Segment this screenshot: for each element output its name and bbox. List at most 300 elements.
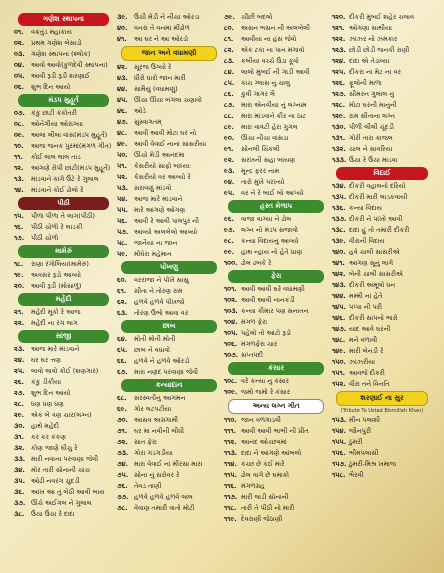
track-title: મંગળ ફેરા xyxy=(241,318,268,326)
track-row xyxy=(224,67,328,78)
track-title: આવી આવી ઘરે વધામણી xyxy=(241,285,305,293)
track-title: હાથે મહેંદી xyxy=(31,422,59,430)
track-row xyxy=(224,188,328,199)
track-row xyxy=(14,421,113,432)
track-row xyxy=(117,150,221,161)
section-header: મંડપ મુહૂર્ત xyxy=(18,94,109,107)
track-number: ૧૧૭. xyxy=(224,493,238,501)
track-number: ૧૪૩. xyxy=(332,281,347,289)
track-row xyxy=(224,295,328,306)
track-row xyxy=(332,335,432,346)
track-row xyxy=(224,470,328,481)
track-row xyxy=(117,84,221,95)
track-number: ૩૬. xyxy=(14,488,25,496)
track-number: ૧૧૧. xyxy=(224,427,237,435)
track-title: અવસર રૂડો આવ્યો xyxy=(31,271,82,279)
track-number: ૯૨. xyxy=(224,156,235,164)
track-number: ૭૯. xyxy=(224,13,235,21)
track-number: ૧૩૯. xyxy=(332,237,346,245)
track-row xyxy=(14,130,113,141)
track-number: ૧૩૮. xyxy=(332,226,346,234)
track-number: ૧૫૪. xyxy=(332,427,346,435)
track-number: ૧૧૫. xyxy=(224,471,238,479)
track-row xyxy=(332,236,432,247)
track-title: જાનૈયા ના જાન xyxy=(134,239,178,247)
track-row xyxy=(117,139,221,150)
track-row xyxy=(14,82,113,93)
track-number: ૧૨૨. xyxy=(332,35,346,43)
track-title: ગણેશ સ્થાપના (શ્લોક) xyxy=(31,50,91,58)
track-title: પહેલો તો આંટો રૂડો xyxy=(241,329,291,337)
track-row xyxy=(117,62,221,73)
track-number: ૧૪૦. xyxy=(332,248,346,256)
track-title: જાન વળગાડવી xyxy=(241,416,281,424)
section-header: સાંજી xyxy=(18,330,109,343)
section-header: ગણેશ સ્થાપના xyxy=(18,13,109,26)
track-number: ૮૨. xyxy=(224,46,234,54)
track-title: મોર તારી સોનાની ચાંચ xyxy=(31,466,90,474)
track-title: ગોરા ગડગડીયા xyxy=(134,449,173,457)
track-row xyxy=(14,49,113,60)
track-row xyxy=(14,108,113,119)
track-title: મારા માંડવાને કીર ના ઠાટ xyxy=(241,112,307,120)
track-number: ૮૦. xyxy=(224,24,234,32)
track-row xyxy=(224,155,328,166)
track-number: ૯૧. xyxy=(224,145,234,153)
track-row xyxy=(332,269,432,280)
track-row xyxy=(224,376,328,387)
track-title: ધીરો ધારો જાન મારી xyxy=(134,74,186,82)
track-number: ૧૧૯. xyxy=(224,515,237,523)
track-row xyxy=(117,334,221,345)
track-number: ૬૯. xyxy=(117,405,127,413)
track-title: ઢોલ ઢબકે રે xyxy=(241,259,272,267)
track-title: મંગળફેરા ચાર xyxy=(241,340,278,348)
track-row xyxy=(332,225,432,236)
track-number: ૦૬. xyxy=(14,83,25,91)
track-number: ૧૫. xyxy=(14,212,24,220)
track-row xyxy=(224,78,328,89)
track-title: મંગળગ્રહ xyxy=(241,482,265,490)
track-title: મારી નવાના પરવાણા જેવી xyxy=(31,455,99,463)
track-row xyxy=(332,459,432,470)
track-row xyxy=(117,249,221,260)
track-number: ૮૪. xyxy=(224,68,235,76)
track-number: ૭૪. xyxy=(117,460,129,468)
track-title: સરસ્વતીનું આગમન xyxy=(134,394,186,402)
track-number: ૧૩૬. xyxy=(332,204,346,212)
track-row xyxy=(117,95,221,106)
track-title: દાદા હું તો તમારી દીકરી xyxy=(349,226,410,234)
track-number: ૧૫૩. xyxy=(332,416,347,424)
track-number: ૨૦. xyxy=(14,282,25,290)
track-row xyxy=(224,166,328,177)
track-number: ૧૧૨. xyxy=(224,438,237,446)
section-header: મહેંદી xyxy=(18,293,109,306)
track-title: આંગણ સૂનું લાગે xyxy=(349,259,394,267)
section-header: મામેરું xyxy=(18,245,109,258)
track-number: ૨૬. xyxy=(14,378,24,386)
track-number: ૧૭. xyxy=(14,234,25,242)
track-row xyxy=(224,236,328,247)
track-row xyxy=(14,454,113,465)
section-header: પોંખણુ xyxy=(121,261,217,274)
track-title: કોઈ લાલ લાલ તાડ xyxy=(31,153,81,161)
track-number: ૬૫. xyxy=(117,346,128,354)
track-row xyxy=(332,122,432,133)
track-row xyxy=(332,437,432,448)
track-row xyxy=(332,56,432,67)
track-title: હળવે હળવે પોંખજો xyxy=(134,298,185,306)
track-title: અસન ભસન ની અલબેલી xyxy=(241,24,310,32)
track-title: મોતી મોતી મોતી xyxy=(134,335,176,343)
track-title: ઠુમરી xyxy=(349,438,363,446)
track-row xyxy=(14,71,113,82)
track-number: ૧૪૪. xyxy=(332,292,346,300)
track-number: ૧૦૪. xyxy=(224,318,238,326)
section-header: છાબ xyxy=(121,320,217,333)
track-title: બેની ચાલી સાસરીએ xyxy=(349,270,403,278)
track-title: આજ જનક પુરમાં(મંગળ ગીત) xyxy=(31,142,112,150)
track-row xyxy=(332,470,432,481)
track-number: ૧૪૭. xyxy=(332,325,347,333)
track-title: મારા વેવાઈ નાં મીરસા મારા xyxy=(134,460,203,468)
track-row xyxy=(224,448,328,459)
track-title: ઉંચા રે ઉંચા માંડવા xyxy=(349,156,398,164)
track-title: પપ્પા ની પરી xyxy=(349,303,383,311)
track-row xyxy=(332,203,432,214)
track-row xyxy=(332,67,432,78)
track-title: ઓગણા સાથીયા xyxy=(349,24,392,32)
track-title: તારો મુખે પરખ્યો xyxy=(241,178,285,186)
track-number: ૧૫૧. xyxy=(332,369,346,377)
track-number: ૪૫. xyxy=(117,96,128,104)
track-number: ૩૭. xyxy=(14,499,26,507)
track-number: ૧૫૭. xyxy=(332,460,347,468)
track-title: જૌનપુરી xyxy=(349,427,372,435)
track-title: વેવાણ તમારી વાતો મોટી xyxy=(134,504,195,512)
track-number: ૩૦. xyxy=(14,422,25,430)
track-row xyxy=(117,23,221,34)
track-number: ૩૫. xyxy=(14,477,26,485)
track-row xyxy=(332,368,432,379)
track-title: મહેંદી મૂકો રે આજ xyxy=(31,308,81,316)
track-row xyxy=(14,377,113,388)
track-title: દાદા ને આંગણે આંબલો xyxy=(241,449,302,457)
track-number: ૭૫. xyxy=(117,471,129,479)
track-number: ૧૩૧. xyxy=(332,134,346,142)
track-number: ૨૭. xyxy=(14,389,25,397)
track-number: ૭૬. xyxy=(117,482,128,490)
track-title: આવી આવી ભાભી ની પ્રીત xyxy=(241,427,309,435)
track-title: મમ્મી ના હેતે xyxy=(349,292,383,300)
track-title: કાચ ગ્લાસ નુ ચાલુ xyxy=(241,79,291,87)
track-title: ઓઢી નવરંગ ચુંદડી xyxy=(31,477,80,485)
track-title: શુભ દિન આયો xyxy=(31,83,71,91)
track-title: લાલો મુંબઈ ની ગાડી આવી xyxy=(241,68,310,76)
track-title: કંકુ ડીકીયા xyxy=(31,378,62,386)
track-row xyxy=(14,174,113,185)
track-row xyxy=(14,163,113,174)
track-row xyxy=(117,404,221,415)
track-number: ૬૮. xyxy=(117,394,127,402)
section-header: હસ્ત મેળાપ xyxy=(228,200,324,213)
track-title: પીળા પીળા તે લાગ(પીઠી) xyxy=(31,212,96,220)
track-row xyxy=(224,514,328,525)
track-row xyxy=(332,181,432,192)
track-row xyxy=(14,443,113,454)
track-number: ૦૩. xyxy=(14,50,25,58)
track-number: ૩૩. xyxy=(14,455,26,463)
track-row xyxy=(14,152,113,163)
track-number: ૧૦૧. xyxy=(224,285,237,293)
track-title: આવી રે આવી પાલપુર ની xyxy=(134,217,199,225)
track-title: સુસ્વાગતમ્ xyxy=(134,118,162,126)
track-number: ૪૮. xyxy=(117,129,128,137)
track-number: ૩૯. xyxy=(117,13,128,21)
track-row xyxy=(332,280,432,291)
track-number: ૬૨. xyxy=(117,298,127,306)
column-1 xyxy=(14,12,113,520)
track-row xyxy=(117,345,221,356)
track-number: ૦૧. xyxy=(14,28,24,36)
track-number: ૦૫. xyxy=(14,72,25,80)
track-title: તેવડ તાણી xyxy=(134,482,162,490)
track-number: ૫૨. xyxy=(117,173,128,181)
track-number: ૧૦૯. xyxy=(224,388,238,396)
track-row xyxy=(224,415,328,426)
track-number: ૧૫૨. xyxy=(332,380,346,388)
track-row xyxy=(117,459,221,470)
track-row xyxy=(224,12,328,23)
track-number: ૮૭. xyxy=(224,101,235,109)
track-row xyxy=(14,498,113,509)
track-row xyxy=(332,448,432,459)
track-number: ૧૧. xyxy=(14,153,23,161)
track-title: ઉંચી મેડી ને નીચા ઓરડા xyxy=(134,13,200,21)
track-number: ૧૪૮. xyxy=(332,336,346,344)
track-number: ૮૯. xyxy=(224,123,234,131)
track-row xyxy=(332,78,432,89)
track-number: ૧૨૦. xyxy=(332,13,346,21)
track-title: સોના નું સરોવર રે xyxy=(134,471,180,479)
track-number: ૧૬. xyxy=(14,223,24,231)
track-title: હળવે હળવે હળવે લાલ xyxy=(134,493,193,501)
track-number: ૫૭. xyxy=(117,228,129,236)
track-title: વનરા તે વનમાં મીંઢોળ xyxy=(134,24,190,32)
track-number: ૫૯. xyxy=(117,250,128,258)
track-row xyxy=(14,141,113,152)
track-title: વીરા તને વિનતિ xyxy=(349,380,390,388)
track-title: આનંદ ઓચ્છવમાં xyxy=(241,438,287,446)
track-title: મૂન્દ્ર ફરર નામ xyxy=(241,167,280,175)
track-title: કન્યા વિદાય xyxy=(349,204,382,212)
track-row xyxy=(117,172,221,183)
track-number: ૧૪૫. xyxy=(332,303,346,311)
track-title: તારી તે પીઠી નો મારી xyxy=(241,504,295,512)
track-number: ૧૫૦. xyxy=(332,358,346,366)
track-title: કચ્છ છે કઈ મારે xyxy=(241,460,285,468)
track-title: ઊંચે અઈગલ ને ગુલાલ xyxy=(31,499,92,507)
track-number: ૮૮. xyxy=(224,112,234,120)
track-row xyxy=(224,317,328,328)
track-title: દીકરા ના મેટ ના વર xyxy=(349,68,401,76)
track-number: ૫૬. xyxy=(117,217,128,225)
track-row xyxy=(117,470,221,481)
track-title: મારી બેનડી રે xyxy=(349,347,384,355)
track-number: ૧૦૩. xyxy=(224,307,238,315)
track-row xyxy=(117,117,221,128)
track-number: ૦૪. xyxy=(14,61,25,69)
track-number: ૬૦. xyxy=(117,276,128,284)
track-title: વીરાની વિદાય xyxy=(349,237,385,245)
track-row xyxy=(14,307,113,318)
track-number: ૨૩. xyxy=(14,345,25,353)
track-row xyxy=(117,356,221,367)
track-row xyxy=(117,426,221,437)
track-row xyxy=(14,222,113,233)
track-title: સરખની સહા બાયણ xyxy=(241,156,296,164)
column-3 xyxy=(224,12,328,525)
track-number: ૩૧. xyxy=(14,433,24,441)
track-number: ૧૧૪. xyxy=(224,460,237,468)
track-title: રામ સીતાના લગ્ન xyxy=(349,112,396,120)
track-number: ૩૨. xyxy=(14,444,25,452)
track-number: ૭૦. xyxy=(117,416,128,424)
column-2 xyxy=(117,12,221,514)
track-title: મારા નણંદ પરવાણા જેવી xyxy=(134,368,199,376)
track-row xyxy=(332,324,432,335)
track-row xyxy=(117,481,221,492)
track-title: કર કર કંકણ xyxy=(31,433,66,441)
track-row xyxy=(117,216,221,227)
track-row xyxy=(332,214,432,225)
track-row xyxy=(117,194,221,205)
track-title: ઘર ઘર ત્તણ xyxy=(31,356,61,364)
track-number: ૧૨૩. xyxy=(332,46,346,54)
section-header: જાન અને વધામણી xyxy=(121,46,217,61)
track-row xyxy=(224,492,328,503)
track-title: ઘર મા નવીની લીધી xyxy=(134,427,184,435)
track-number: ૫૩. xyxy=(117,184,129,192)
track-number: ૧૫૮. xyxy=(332,471,346,479)
track-number: ૧૪૯. xyxy=(332,347,346,355)
track-number: ૧૦૫. xyxy=(224,329,238,337)
track-row xyxy=(332,247,432,258)
track-row xyxy=(224,503,328,514)
track-title: ગોર લટપટીયા xyxy=(134,405,172,413)
track-title: પીઠી ચોળો xyxy=(31,234,59,242)
track-number: ૦૮. xyxy=(14,120,24,128)
track-title: સૂરજ ઉગ્યો રે xyxy=(134,63,172,71)
track-title: મારે આંગણે ઓગણ xyxy=(134,206,186,214)
track-title: સીતા ને તોરણ રામ xyxy=(134,287,183,295)
track-row xyxy=(117,297,221,308)
track-number: ૧૩. xyxy=(14,175,24,183)
track-number: ૧૫૬. xyxy=(332,449,346,457)
track-title: આવો આવો(કુળદેવી સ્થાપના) xyxy=(31,61,108,69)
track-number: ૧૪૨. xyxy=(332,270,346,278)
track-row xyxy=(224,328,328,339)
section-header: કન્યાદાન xyxy=(121,379,217,392)
track-title: ભીમપલાસી xyxy=(349,449,379,457)
track-row xyxy=(224,56,328,67)
track-number: ૯૮. xyxy=(224,237,234,245)
track-row xyxy=(117,227,221,238)
track-number: ૬૪. xyxy=(117,335,128,343)
track-title: ફૂલોની માળા xyxy=(349,79,382,87)
track-number: ૧૦૮. xyxy=(224,377,238,385)
track-title: મોંઘેરા મહેમાન xyxy=(134,250,172,258)
track-title: આવી આવી મોટા ઘર નો xyxy=(134,129,197,137)
track-title: આસવ અગ્રગામી xyxy=(134,416,179,424)
track-number: ૩૪. xyxy=(14,466,25,474)
track-number: ૩૮. xyxy=(14,510,25,518)
track-row xyxy=(224,306,328,317)
track-title: તોરણ ઉભો આવા વર xyxy=(134,309,189,317)
track-title: માંડવાને કોઈ ઢોલો રે xyxy=(31,186,84,194)
track-row xyxy=(14,487,113,498)
track-title: સાત ફેરા xyxy=(134,438,157,446)
track-row xyxy=(117,34,221,45)
section-header: વિદાઈ xyxy=(336,167,428,180)
track-row xyxy=(332,379,432,390)
section-header: શરણાઈ ના સુર xyxy=(336,391,428,406)
track-title: દીકરી મુંબઈ શહેર ચલાવ xyxy=(349,13,415,21)
track-number: ૦૨. xyxy=(14,39,25,47)
track-title: મીન પલાશી xyxy=(349,416,380,424)
track-row xyxy=(224,45,328,56)
track-number: ૪૨. xyxy=(117,63,128,71)
track-row xyxy=(14,259,113,270)
track-row xyxy=(117,128,221,139)
track-row xyxy=(14,476,113,487)
track-number: ૧૪. xyxy=(14,186,24,194)
track-number: ૯૪. xyxy=(224,178,235,186)
track-row xyxy=(332,291,432,302)
track-title: હવે ચાલી સાસરીએ xyxy=(349,248,400,256)
track-title: વર ને રે બાઈ બો આપ્યો xyxy=(241,189,304,197)
track-row xyxy=(224,133,328,144)
track-row xyxy=(332,155,432,166)
track-title: ઊંચો મેડી આનંદમા xyxy=(134,151,185,159)
track-row xyxy=(14,233,113,244)
track-row xyxy=(224,144,328,155)
track-number: ૬૬. xyxy=(117,357,127,365)
track-title: કોણ જાણે ઘીચુ રે xyxy=(31,444,78,452)
track-row xyxy=(224,284,328,295)
track-number: ૫૪. xyxy=(117,195,128,203)
track-title: દેવરાણી જેઠાણી xyxy=(241,515,283,523)
track-row xyxy=(332,45,432,56)
track-number: ૫૧. xyxy=(117,162,127,170)
track-title: દીકરી અમૂલો ધન xyxy=(349,281,396,289)
track-title: ઊંચા નીચા વાંસડા xyxy=(241,134,289,142)
track-number: ૧૪૬. xyxy=(332,314,346,322)
track-title: મારી લાડી સોનાની xyxy=(241,493,289,501)
track-title: ઊંચા ઊંચા બંગલા ચણાવો xyxy=(134,96,202,104)
track-title: મારા વાવંટી હેરા ગુગલ xyxy=(241,123,298,131)
track-row xyxy=(332,89,432,100)
track-number: ૯૬. xyxy=(224,215,234,223)
track-row xyxy=(332,426,432,437)
track-title: આવીયા ના હંસ જેવો xyxy=(241,35,297,43)
section-header: અન્ય લગ્ન ગીત xyxy=(228,399,324,414)
track-title: કુવી ગાગર લૈ xyxy=(241,90,275,98)
track-number: ૯૭. xyxy=(224,226,235,234)
track-row xyxy=(332,346,432,357)
track-row xyxy=(14,119,113,130)
